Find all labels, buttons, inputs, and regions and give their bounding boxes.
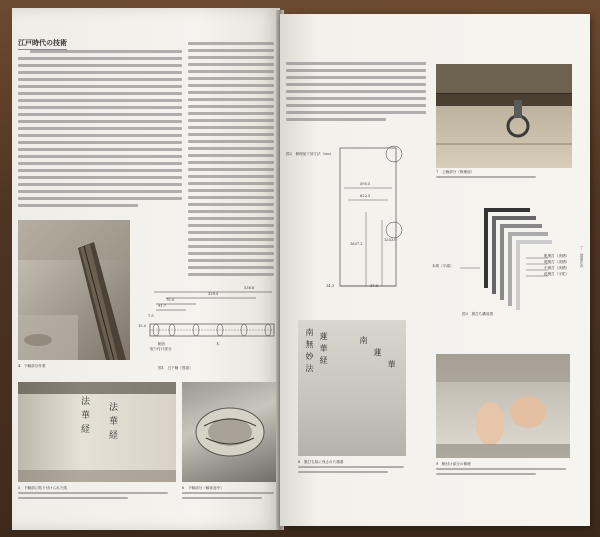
inscription-char: 経 [319, 356, 328, 364]
inscription-char: 華 [107, 416, 117, 425]
inscription-char: 蓮 [373, 348, 382, 356]
inscription-char: 経 [79, 424, 89, 433]
dim-75-0: 75.0 [166, 298, 175, 302]
scroll-roller-illustration [18, 220, 130, 360]
figure2-caption: 図2 修理前下部寸法（cm） [286, 152, 334, 156]
photo7-caption: 7 上軸部分（修理前） [436, 170, 475, 174]
dim-14-3: 14.3 [326, 284, 335, 288]
figure1-caption: 図1 丑下軸（図面） [158, 366, 193, 370]
inscription-char: 経 [107, 430, 117, 439]
dim-7-5: 7.5 [148, 314, 154, 318]
dim-15-0: 15.0 [138, 324, 147, 328]
figure2-dimension-diagram [286, 142, 426, 292]
photo-upper-roller-before-repair [436, 64, 572, 168]
photo-lower-roller-disassembly [182, 382, 278, 482]
layer-label-honshi: 本紙（平絹） [432, 264, 454, 268]
inscription-char: 蓮 [319, 332, 328, 340]
dim-1353-0: 1353.0 [384, 238, 397, 242]
photo5-caption: 5 下軸部に貼り付けられた紙 [18, 486, 68, 490]
photo8-caption: 8 裏打ち紙に残された墨書 [298, 460, 344, 464]
label-wood: 木 [216, 342, 220, 346]
dim-91-7: 91.7 [158, 304, 167, 308]
inscription-char: 南 [305, 328, 314, 336]
left-page [12, 8, 280, 530]
photo9-caption: 9 軸付け部分の修理 [436, 462, 471, 466]
layer-label-hadaura: 肌裏打（美栖） [544, 254, 570, 258]
inscription-char: 無 [305, 340, 314, 348]
label-attach-part: 取り付け部分 [150, 347, 172, 351]
side-index-tab: 丁 繕番印表 [580, 246, 584, 268]
right-page [280, 14, 590, 526]
photo-ink-inscription-on-backing [298, 320, 406, 456]
inscription-char: 華 [319, 344, 328, 352]
dim-329-5: 329.5 [208, 292, 219, 296]
figure3-caption: 図3 裏打ち構成図 [462, 312, 494, 316]
photo-paper-on-lower-roller [18, 382, 176, 482]
inscription-char: 華 [79, 410, 89, 419]
photo6-caption: 6 下軸部分（解体途中） [182, 486, 224, 490]
photo-lower-scroll-work [18, 220, 130, 360]
figure1-lower-roller-diagram [136, 284, 276, 364]
inscription-char: 妙 [305, 352, 314, 360]
layer-label-nakaura: 中裏打（美栖） [544, 266, 570, 270]
inscription-char: 南 [359, 336, 368, 344]
dim-17-5: 17.5 [370, 284, 379, 288]
dim-538-8: 538.8 [244, 286, 255, 290]
section-heading: 江戸時代の技術 [18, 38, 67, 50]
dim-595-5: 595.5 [360, 182, 371, 186]
layer-label-souura: 総裏打（宇陀） [544, 272, 570, 276]
label-shaft-head: 軸首 [158, 342, 166, 346]
inscription-char: 法 [305, 364, 314, 372]
layer-label-mashiura: 増裏打（美栖） [544, 260, 570, 264]
inscription-char: 法 [79, 396, 89, 405]
inscription-char: 華 [387, 360, 396, 368]
photo-roller-attachment-repair [436, 354, 570, 458]
dim-622-5: 622.5 [360, 194, 371, 198]
inscription-char: 法 [107, 402, 117, 411]
photo4-caption: 4 下軸部分作業 [18, 364, 46, 368]
dim-1637-2: 1637.2 [350, 242, 363, 246]
figure3-backing-layers-diagram [430, 198, 580, 310]
